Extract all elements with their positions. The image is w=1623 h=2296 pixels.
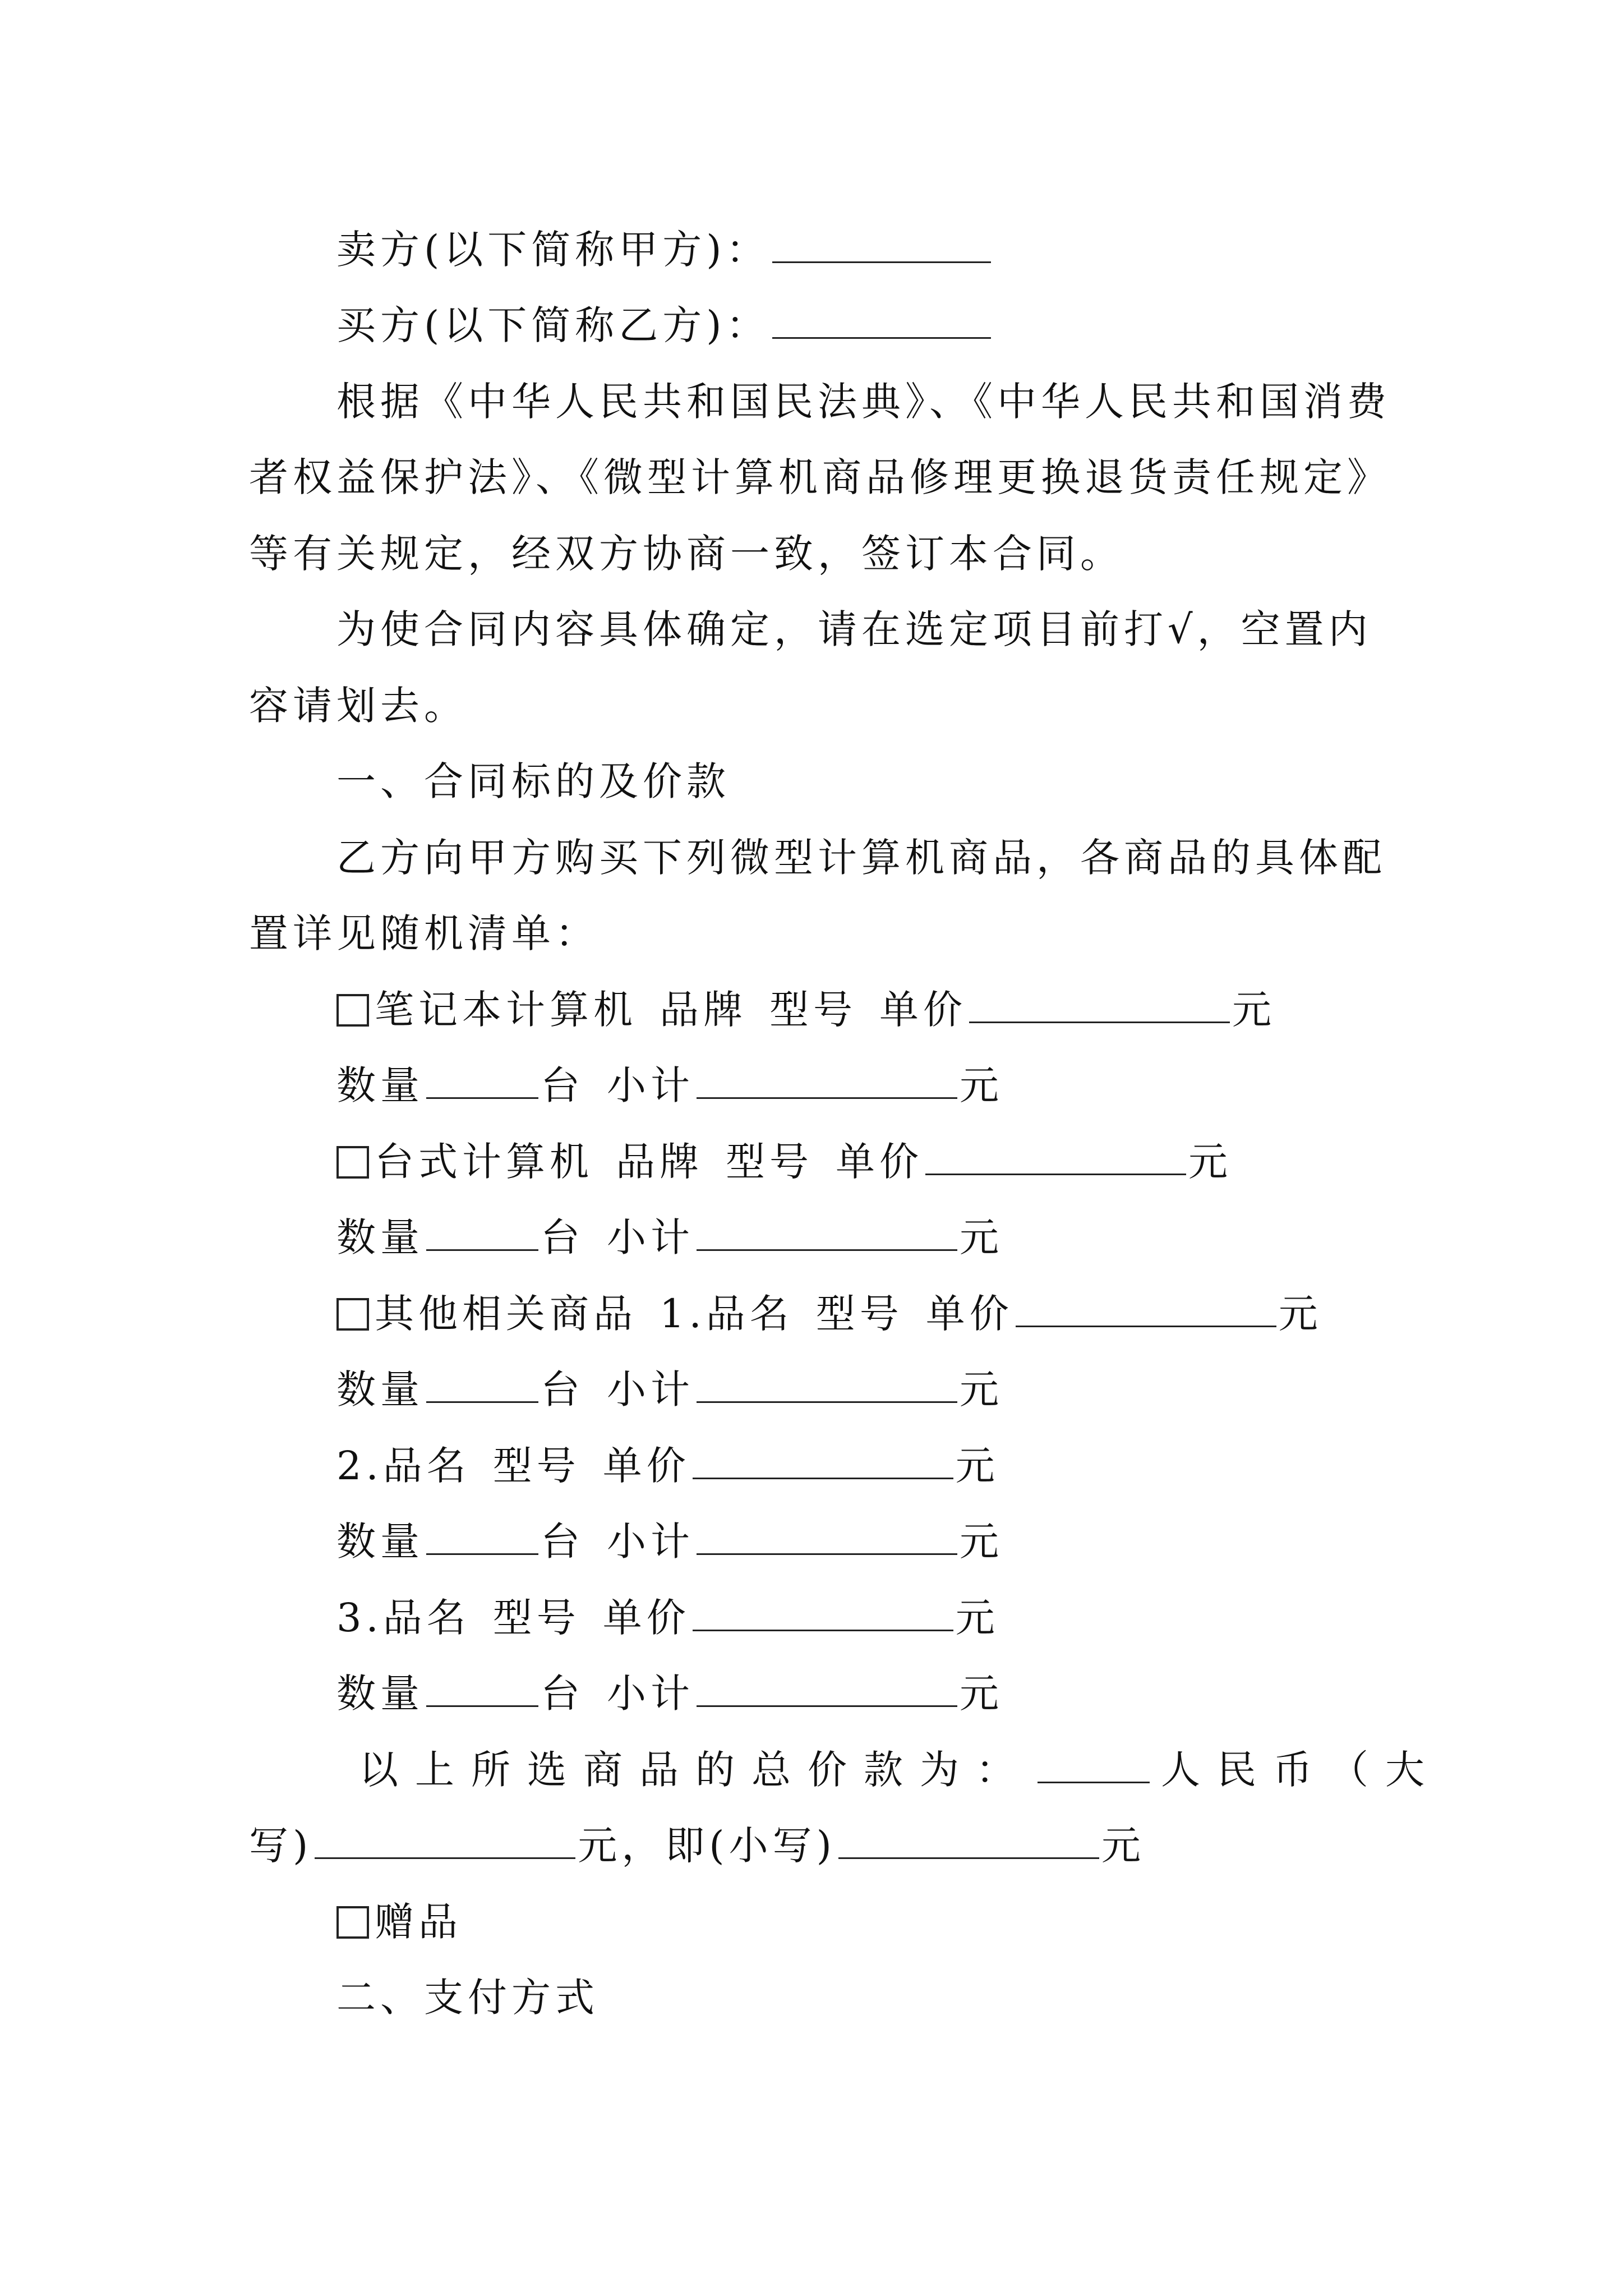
gift-checkbox[interactable] (336, 1906, 369, 1939)
qty-label: 数量 (336, 1519, 424, 1565)
other-name: 其他相关商品 (375, 1291, 637, 1337)
other3-qty-blank[interactable] (426, 1672, 538, 1707)
laptop-price-label: 单价 (879, 987, 967, 1033)
desktop-price-label: 单价 (836, 1139, 923, 1185)
desktop-price-blank[interactable] (925, 1140, 1186, 1175)
laptop-qty-blank[interactable] (426, 1064, 538, 1099)
desktop-line (336, 1134, 1232, 1190)
gift-label: 赠品 (375, 1899, 462, 1945)
other-line (336, 1286, 1322, 1342)
desktop-name: 台式计算机 (375, 1139, 593, 1185)
buyer-label: 买方(以下简称乙方)： (336, 302, 770, 348)
subtotal-unit: 元 (960, 1519, 1003, 1565)
total-count-blank[interactable] (1038, 1748, 1150, 1783)
qty-unit: 台 (541, 1062, 584, 1108)
basis-line-1: 根据《中华人民共和国民法典》、《中华人民共和国消费 (336, 379, 1391, 425)
subtotal-label: 小计 (607, 1214, 694, 1260)
other2-qty-blank[interactable] (426, 1520, 538, 1555)
other1-subtotal-blank[interactable] (697, 1368, 957, 1403)
subtotal-unit: 元 (960, 1062, 1003, 1108)
basis-line-3: 等有关规定，经双方协商一致，签订本合同。 (249, 531, 1124, 577)
other-checkbox[interactable] (336, 1298, 369, 1331)
subtotal-label: 小计 (607, 1366, 694, 1412)
qty-label: 数量 (336, 1671, 424, 1717)
other2-line (336, 1438, 999, 1494)
qty-label: 数量 (336, 1062, 424, 1108)
other-model: 型号 (492, 1443, 580, 1489)
other1-qty-line (336, 1361, 1003, 1418)
other2-subtotal-blank[interactable] (697, 1520, 957, 1555)
desktop-subtotal-blank[interactable] (697, 1216, 957, 1251)
qty-unit: 台 (541, 1214, 584, 1260)
laptop-name: 笔记本计算机 (375, 987, 637, 1033)
desktop-qty-line (336, 1209, 1003, 1266)
laptop-model: 型号 (769, 987, 857, 1033)
instruction-line-2: 容请划去。 (249, 683, 468, 729)
other-price-label: 单价 (925, 1291, 1013, 1337)
other-price-label: 单价 (602, 1443, 690, 1489)
total-line-2 (249, 1818, 1145, 1874)
other1-price-blank[interactable] (1016, 1292, 1276, 1327)
section1-title: 一、合同标的及价款 (336, 758, 730, 804)
other-item3: 3.品名 (336, 1595, 471, 1641)
section2-title: 二、支付方式 (336, 1975, 599, 2021)
other-unit: 元 (955, 1595, 999, 1641)
laptop-unit: 元 (1232, 987, 1276, 1033)
subtotal-unit: 元 (960, 1214, 1003, 1260)
laptop-brand: 品牌 (660, 987, 747, 1033)
laptop-price-blank[interactable] (969, 988, 1230, 1023)
desktop-checkbox[interactable] (336, 1146, 369, 1179)
laptop-qty-line (336, 1057, 1003, 1114)
subtotal-unit: 元 (960, 1671, 1003, 1717)
subtotal-label: 小计 (607, 1519, 694, 1565)
buyer-line (336, 297, 993, 353)
subtotal-label: 小计 (607, 1062, 694, 1108)
other3-price-blank[interactable] (693, 1596, 953, 1631)
other-unit: 元 (955, 1443, 999, 1489)
seller-blank[interactable] (772, 228, 991, 263)
subtotal-label: 小计 (607, 1671, 694, 1717)
other3-line (336, 1590, 999, 1646)
desktop-model: 型号 (726, 1139, 813, 1185)
basis-line-2: 者权益保护法》、《微型计算机商品修理更换退货责任规定》 (249, 454, 1391, 500)
other2-qty-line (336, 1513, 1003, 1570)
buyer-blank[interactable] (772, 303, 991, 339)
qty-unit: 台 (541, 1671, 584, 1717)
total-lowercase-label: 元，即(小写) (578, 1823, 836, 1869)
seller-line (336, 222, 993, 278)
qty-label: 数量 (336, 1214, 424, 1260)
other2-price-blank[interactable] (693, 1444, 953, 1479)
total-lowercase-blank[interactable] (838, 1824, 1099, 1859)
qty-unit: 台 (541, 1519, 584, 1565)
qty-unit: 台 (541, 1366, 584, 1412)
laptop-checkbox[interactable] (336, 994, 369, 1027)
other-price-label: 单价 (602, 1595, 690, 1641)
seller-label: 卖方(以下简称甲方)： (336, 227, 770, 273)
section1-intro-1: 乙方向甲方购买下列微型计算机商品，各商品的具体配 (336, 835, 1386, 881)
subtotal-unit: 元 (960, 1366, 1003, 1412)
total-label: 以上所选商品的总价款为： (359, 1747, 1032, 1793)
other1-qty-blank[interactable] (426, 1368, 538, 1403)
instruction-line-1: 为使合同内容具体确定，请在选定项目前打√，空置内 (336, 606, 1372, 652)
other-item2: 2.品名 (336, 1443, 471, 1489)
laptop-line (336, 982, 1276, 1038)
other-model: 型号 (815, 1291, 903, 1337)
desktop-qty-blank[interactable] (426, 1216, 538, 1251)
gift-line (336, 1894, 462, 1950)
total-line-1 (359, 1742, 1441, 1798)
total-uppercase-blank[interactable] (315, 1824, 575, 1859)
total-unit: 元 (1101, 1823, 1145, 1869)
other-model: 型号 (492, 1595, 580, 1641)
other-item1: 1.品名 (660, 1291, 794, 1337)
laptop-subtotal-blank[interactable] (697, 1064, 957, 1099)
section1-intro-2: 置详见随机清单： (249, 910, 599, 956)
desktop-unit: 元 (1188, 1139, 1232, 1185)
other3-subtotal-blank[interactable] (697, 1672, 957, 1707)
total-uppercase-label: 写) (249, 1823, 313, 1869)
desktop-brand: 品牌 (616, 1139, 703, 1185)
other3-qty-line (336, 1665, 1003, 1722)
qty-label: 数量 (336, 1366, 424, 1412)
other-unit: 元 (1278, 1291, 1322, 1337)
total-currency: 人民币（大 (1161, 1747, 1441, 1793)
